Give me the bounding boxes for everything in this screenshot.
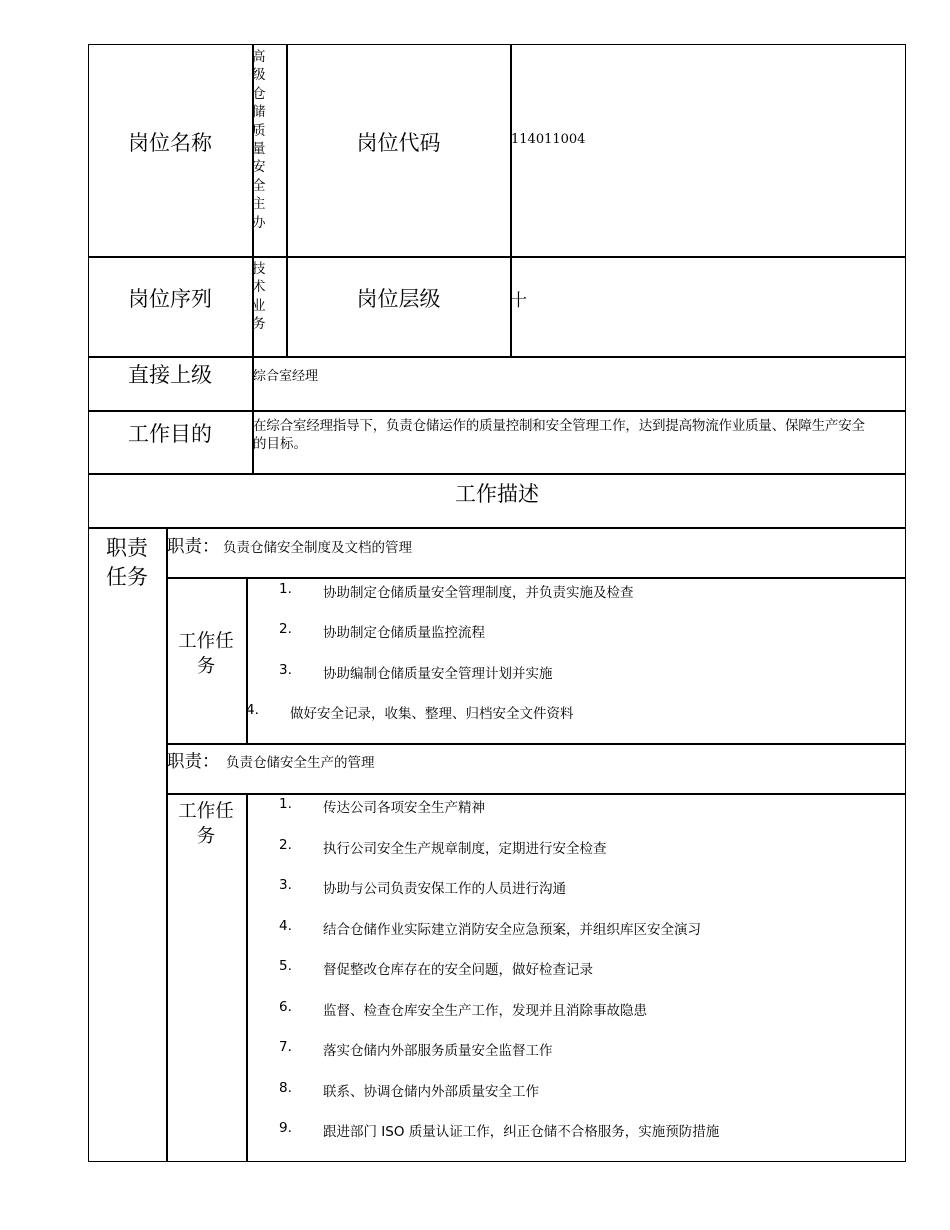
duty-1-task-3: 协助编制仓储质量安全管理计划并实施 xyxy=(323,666,553,682)
purpose-value-line1: 在综合室经理指导下，负责仓储运作的质量控制和安全管理工作，达到提高物流作业质量、保障生产安全 xyxy=(253,418,865,434)
duty-1-task-3-num: 3. xyxy=(279,662,292,678)
purpose-label: 工作目的 xyxy=(128,422,212,446)
duty-2-prefix: 职责： xyxy=(167,752,220,772)
duty-2-task-7: 落实仓储内外部服务质量安全监督工作 xyxy=(323,1043,553,1059)
duty-2-task-5-num: 5. xyxy=(279,958,292,974)
duty-1-task-label-1: 工作任 xyxy=(178,631,234,652)
duty-2-task-label-1: 工作任 xyxy=(178,801,234,822)
column-divider xyxy=(246,577,248,744)
duty-2-task-5: 督促整改仓库存在的安全问题，做好检查记录 xyxy=(323,962,593,978)
post-name-label: 岗位名称 xyxy=(128,131,212,155)
duty-2-task-9: 跟进部门 ISO 质量认证工作，纠正仓储不合格服务，实施预防措施 xyxy=(323,1124,720,1140)
duty-2-task-1-num: 1. xyxy=(279,796,292,812)
duty-1-text: 负责仓储安全制度及文档的管理 xyxy=(223,540,412,556)
duty-1-task-label-2: 务 xyxy=(196,656,216,677)
row-divider xyxy=(88,356,906,358)
column-divider xyxy=(246,793,248,1162)
row-divider xyxy=(166,743,906,745)
duty-2-text: 负责仓储安全生产的管理 xyxy=(226,755,375,771)
duty-2-task-9-num: 9. xyxy=(279,1120,292,1136)
duty-1-task-4: 做好安全记录，收集、整理、归档安全文件资料 xyxy=(290,706,574,722)
duty-2-task-3-num: 3. xyxy=(279,877,292,893)
post-level-label: 岗位层级 xyxy=(356,287,441,311)
duties-tasks-label-1: 职责 xyxy=(106,536,148,560)
row-divider xyxy=(88,410,906,412)
duty-1-task-2-num: 2. xyxy=(279,621,292,637)
duty-2-task-8-num: 8. xyxy=(279,1080,292,1096)
duty-1-task-4-num: 4. xyxy=(246,702,259,718)
row-divider xyxy=(166,793,906,795)
row-divider xyxy=(166,577,906,579)
post-sequence-label: 岗位序列 xyxy=(128,287,212,311)
duties-tasks-label-2: 任务 xyxy=(106,565,148,589)
duty-2-task-label-2: 务 xyxy=(196,826,216,847)
duty-2-task-2-num: 2. xyxy=(279,837,292,853)
duty-1-task-2: 协助制定仓储质量监控流程 xyxy=(323,625,485,641)
duty-2-task-2: 执行公司安全生产规章制度，定期进行安全检查 xyxy=(323,841,607,857)
job-description-table xyxy=(88,44,906,1162)
post-code-label: 岗位代码 xyxy=(356,131,441,155)
purpose-value-line2: 的目标。 xyxy=(253,436,307,452)
duty-2-task-3: 协助与公司负责安保工作的人员进行沟通 xyxy=(323,881,566,897)
superior-label: 直接上级 xyxy=(128,363,212,387)
duty-2-task-8: 联系、协调仓储内外部质量安全工作 xyxy=(323,1084,539,1100)
row-divider xyxy=(88,527,906,529)
duty-2-task-7-num: 7. xyxy=(279,1039,292,1055)
post-level-value: 十 xyxy=(510,291,527,311)
row-divider xyxy=(88,256,906,258)
duty-1-prefix: 职责： xyxy=(167,537,220,557)
duty-2-task-6: 监督、检查仓库安全生产工作，发现并且消除事故隐患 xyxy=(323,1003,647,1019)
superior-value: 综合室经理 xyxy=(253,369,319,384)
duty-2-task-4: 结合仓储作业实际建立消防安全应急预案，并组织库区安全演习 xyxy=(323,922,701,938)
post-code-value: 114011004 xyxy=(511,132,586,147)
row-divider xyxy=(88,473,906,475)
post-sequence-value: 技术业务 xyxy=(252,261,266,333)
work-description-title: 工作描述 xyxy=(455,482,539,506)
duty-2-task-4-num: 4. xyxy=(279,918,292,934)
duty-2-task-6-num: 6. xyxy=(279,999,292,1015)
post-name-value: 高级仓储质量安全主办 xyxy=(252,49,266,231)
duty-1-task-1: 协助制定仓储质量安全管理制度，并负责实施及检查 xyxy=(323,585,634,601)
duty-2-task-1: 传达公司各项安全生产精神 xyxy=(323,800,485,816)
duty-1-task-1-num: 1. xyxy=(279,581,292,597)
